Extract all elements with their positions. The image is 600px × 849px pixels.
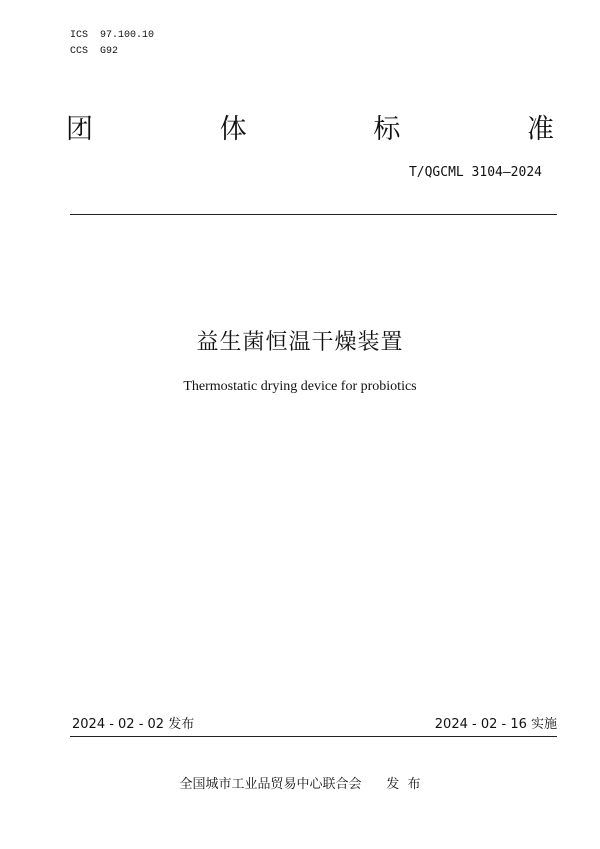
footer-divider [70,736,557,737]
standard-type-heading [66,114,554,146]
standard-number: T/QGCML 3104—2024 [408,165,542,180]
standard-type-char: 团 [66,114,93,145]
chinese-title: 益生菌恒温干燥装置 [196,330,404,355]
standard-type-char: 体 [219,114,247,145]
publisher: 全国城市工业品贸易中心联合会 发 布 [179,777,421,792]
ics-code: ICS 97.100.10 [70,30,155,41]
ccs-code: CCS G92 [70,46,119,57]
english-title: Thermostatic drying device for probiotics [183,379,417,394]
standard-type-char: 准 [526,114,554,145]
header-divider [70,214,557,215]
standard-type-char: 标 [373,114,401,145]
implementation-date: 2024 - 02 - 16 实施 [434,717,557,732]
issue-date: 2024 - 02 - 02 发布 [72,717,195,732]
